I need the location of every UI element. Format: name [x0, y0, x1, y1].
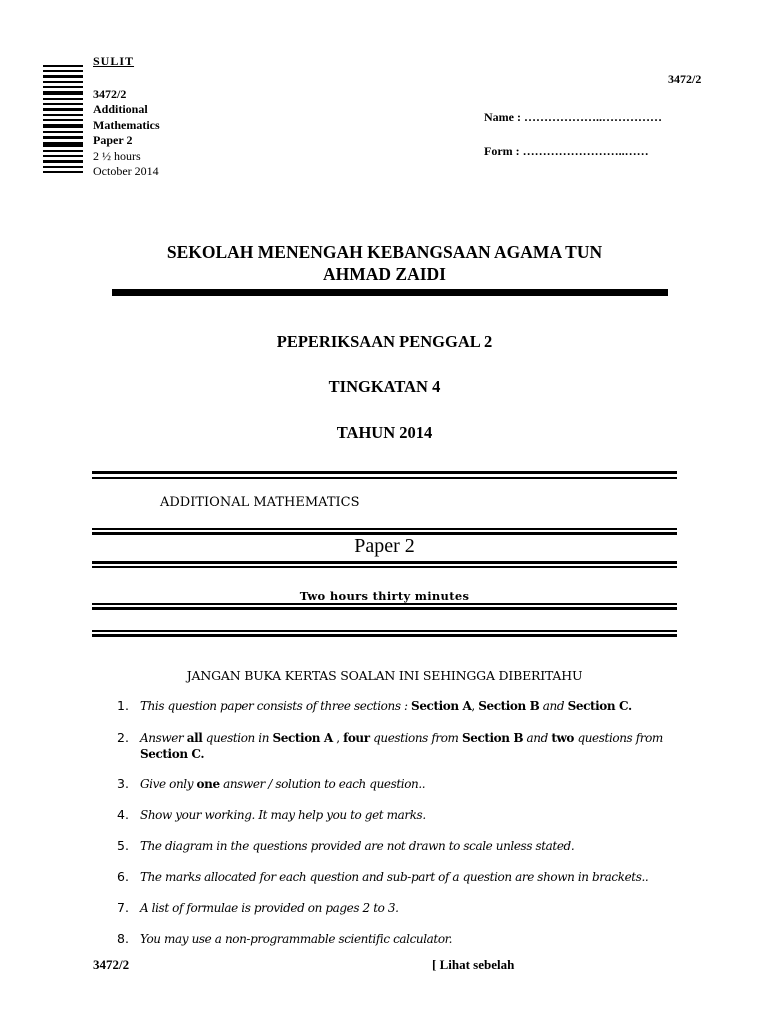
instruction-fragment: The marks allocated for each question and sub-part of a question are shown in brackets..	[140, 870, 649, 884]
instruction-number: 3.	[117, 776, 129, 791]
instruction-fragment: and	[539, 699, 568, 713]
paper-title: Paper 2	[354, 535, 415, 557]
instruction-text	[140, 900, 670, 916]
subject-line-1: Additional	[93, 102, 148, 116]
instruction-fragment: questions from	[369, 731, 462, 745]
instruction-fragment: questions from	[574, 731, 663, 745]
instruction-fragment: ,	[471, 699, 479, 713]
instruction-text	[140, 807, 670, 823]
instruction-fragment: two	[551, 731, 575, 745]
duration-label: 2 ½ hours	[93, 149, 141, 163]
paper-code: 3472/2	[93, 87, 127, 101]
instruction-text	[140, 776, 670, 792]
exam-title: PEPERIKSAAN PENGGAL 2	[276, 332, 493, 351]
instruction-fragment: ,	[332, 731, 344, 745]
instruction-number: 5.	[117, 838, 129, 853]
instruction-number: 1.	[117, 698, 129, 713]
time-allowed: Two hours thirty minutes	[299, 589, 470, 603]
subject-title: ADDITIONAL MATHEMATICS	[160, 495, 360, 510]
instruction-text	[140, 838, 670, 854]
instruction-fragment: Show your working. It may help you to get marks.	[140, 808, 426, 822]
instruction-text	[140, 698, 670, 714]
date-label: October 2014	[93, 164, 159, 178]
paper-label: Paper 2	[93, 133, 133, 147]
instruction-number: 6.	[117, 869, 129, 884]
instruction-number: 8.	[117, 931, 129, 946]
school-name-line-1: SEKOLAH MENENGAH KEBANGSAAN AGAMA TUN	[166, 242, 603, 262]
subject-line-2: Mathematics	[93, 118, 160, 132]
instruction-fragment: Section B	[478, 699, 540, 713]
instruction-number: 7.	[117, 900, 129, 915]
instruction-fragment: Section B	[461, 731, 524, 745]
instruction-text	[140, 931, 670, 947]
instruction-fragment: answer / solution to each question..	[219, 777, 426, 791]
instruction-fragment: The diagram in the questions provided are not drawn to scale unless stated.	[140, 839, 575, 853]
instruction-fragment: Section C.	[567, 699, 632, 713]
instruction-number: 2.	[117, 730, 129, 745]
form-field: Form : ……………………..……	[484, 144, 649, 158]
instruction-fragment: question in	[202, 731, 273, 745]
instruction-fragment: Give only	[140, 777, 197, 791]
exam-year: TAHUN 2014	[336, 423, 433, 442]
name-field: Name : ………………..……………	[484, 110, 662, 124]
instruction-fragment: A list of formulae is provided on pages 2 to 3.	[140, 901, 399, 915]
instruction-fragment: Answer	[140, 731, 187, 745]
turn-over-label: [ Lihat sebelah	[432, 957, 515, 972]
instruction-text	[140, 869, 670, 885]
school-name-line-2: AHMAD ZAIDI	[323, 264, 446, 284]
instruction-fragment: This question paper consists of three sections :	[140, 699, 412, 713]
instruction-number: 4.	[117, 807, 129, 822]
instruction-fragment: one	[196, 777, 220, 791]
instruction-fragment: Section A	[411, 699, 472, 713]
exam-form: TINGKATAN 4	[328, 377, 441, 396]
sulit-label: SULIT	[93, 54, 135, 68]
instruction-fragment: You may use a non-programmable scientific calculator.	[140, 932, 453, 946]
instruction-text	[140, 730, 670, 762]
top-right-code: 3472/2	[668, 72, 702, 86]
instruction-fragment: Section C.	[140, 747, 205, 761]
instruction-fragment: four	[343, 731, 370, 745]
instruction-fragment: Section A	[272, 731, 333, 745]
instruction-fragment: and	[523, 731, 552, 745]
instruction-fragment: all	[186, 731, 203, 745]
footer-code: 3472/2	[93, 957, 130, 972]
warning-text: JANGAN BUKA KERTAS SOALAN INI SEHINGGA DIBERITAHU	[186, 668, 583, 683]
